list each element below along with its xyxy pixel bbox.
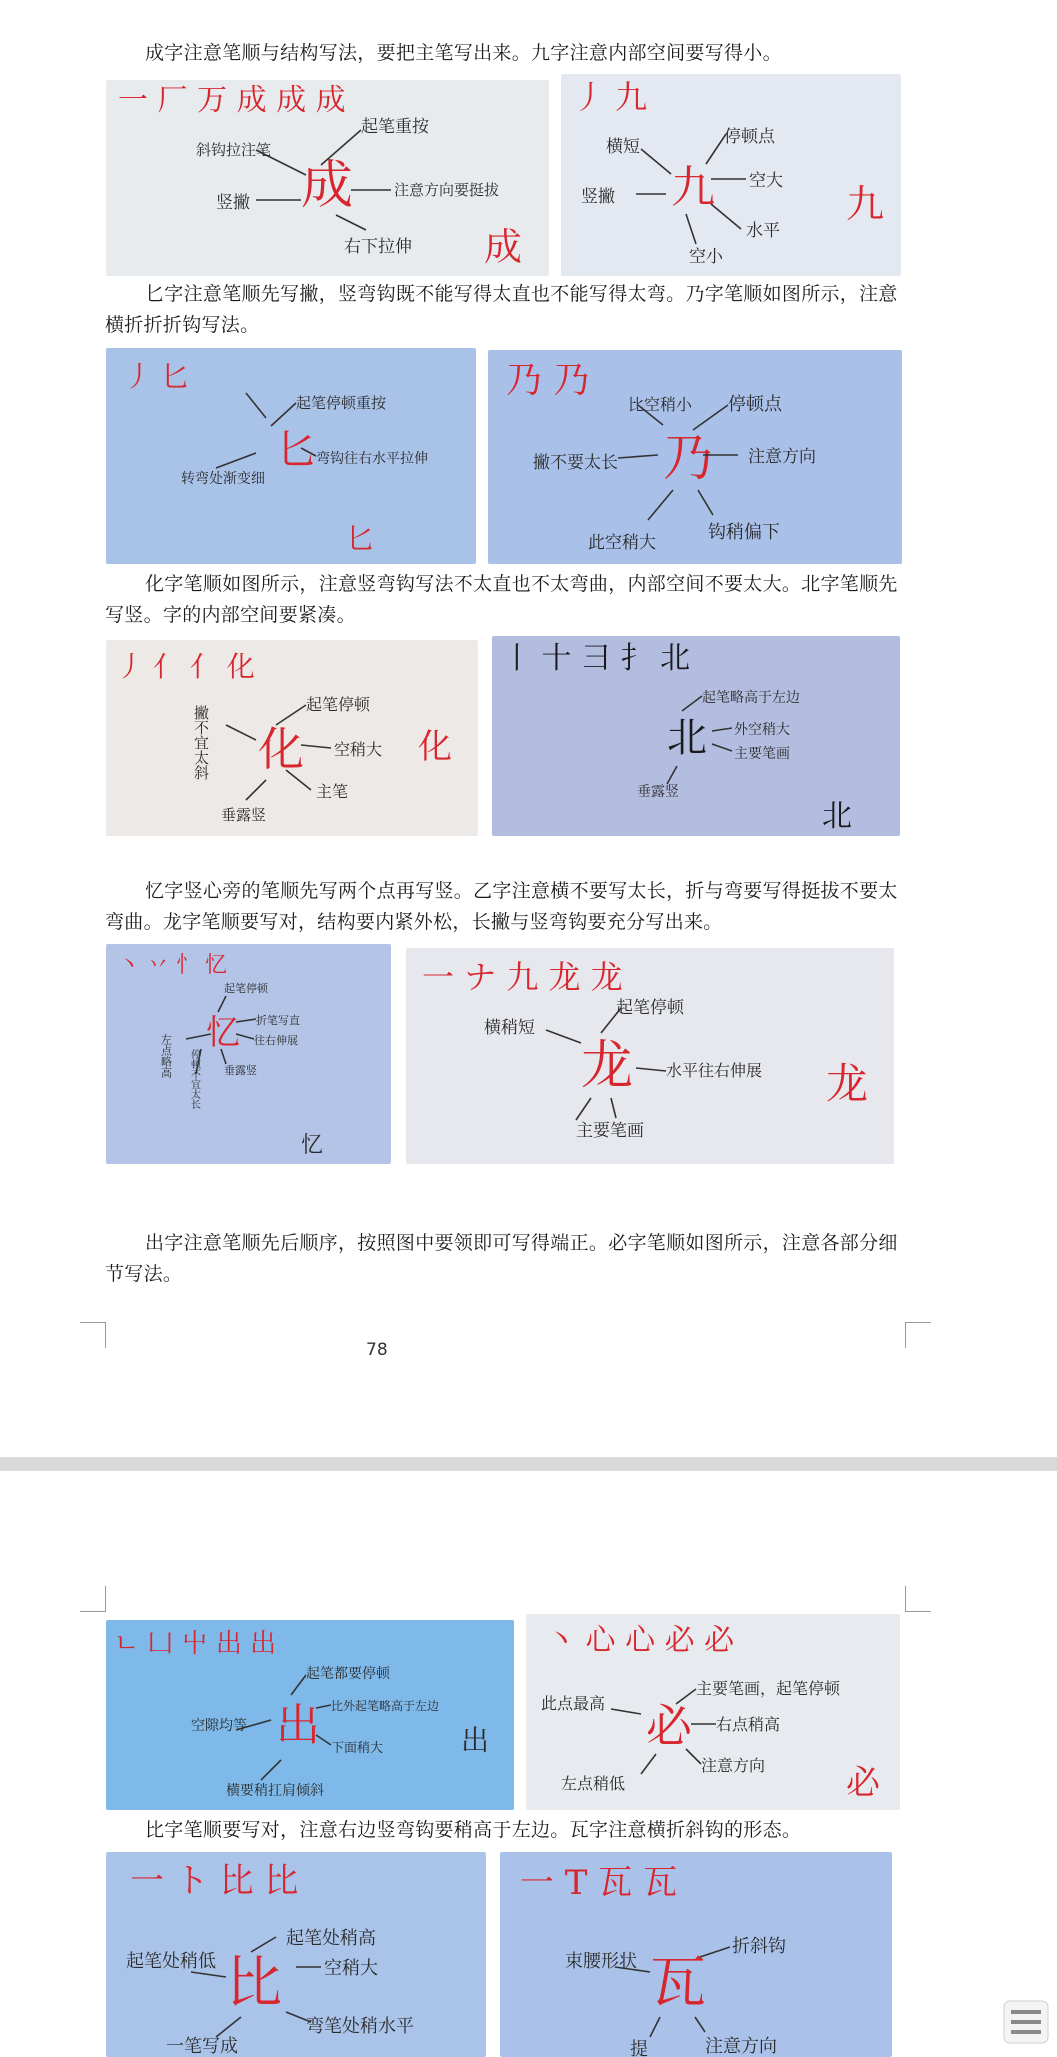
svg-text:右点稍高: 右点稍高: [716, 1715, 781, 1734]
photo-yi: [106, 944, 391, 1164]
svg-text:往右伸展: 往右伸展: [254, 1034, 298, 1047]
grid-view-icon[interactable]: [1003, 2000, 1049, 2044]
svg-text:空隙均等: 空隙均等: [191, 1718, 247, 1734]
photo-bi-compare: [106, 1852, 486, 2057]
photo-bi-dagger: [106, 348, 476, 564]
practice-char: 乃: [663, 429, 713, 487]
svg-text:此空稍大: 此空稍大: [588, 533, 656, 553]
practice-char: 必: [646, 1699, 692, 1753]
page-corner-mark: [80, 1586, 106, 1612]
practice-char: 九: [671, 162, 715, 213]
practice-char: 匕: [276, 427, 316, 473]
svg-text:此点最高: 此点最高: [541, 1694, 606, 1713]
svg-text:注意方向: 注意方向: [705, 2036, 777, 2057]
svg-text:水平: 水平: [746, 221, 780, 241]
svg-text:停顿点: 停顿点: [724, 127, 775, 147]
photo-nai: [488, 350, 902, 564]
svg-text:撇不宜太斜: 撇不宜太斜: [192, 705, 210, 780]
sample-char: 出: [461, 1724, 490, 1757]
svg-text:撇不要太长: 撇不要太长: [533, 453, 618, 473]
svg-text:起笔处稍高: 起笔处稍高: [286, 1928, 376, 1949]
stroke-order: ㄴ 凵 屮 出 出: [114, 1629, 277, 1659]
svg-text:水平往右伸展: 水平往右伸展: [666, 1061, 763, 1080]
svg-text:空小: 空小: [689, 247, 723, 267]
photo-wa: [500, 1852, 892, 2057]
sample-char: 化: [418, 727, 452, 767]
svg-text:钩稍偏下: 钩稍偏下: [708, 522, 780, 543]
sample-char: 匕: [346, 522, 375, 555]
svg-text:左点稍低: 左点稍低: [561, 1774, 626, 1793]
svg-text:横要稍扛肩倾斜: 横要稍扛肩倾斜: [226, 1783, 324, 1799]
stroke-order: 一 ナ 九 龙 龙: [422, 958, 623, 996]
svg-text:空大: 空大: [749, 171, 783, 191]
page-separator: [0, 1457, 1057, 1471]
svg-text:垂露竖: 垂露竖: [221, 806, 267, 824]
svg-text:横短: 横短: [606, 137, 640, 157]
sample-char: 成: [484, 225, 523, 269]
practice-char: 北: [667, 715, 707, 761]
page-corner-mark: [905, 1586, 931, 1612]
page-number: 78: [366, 1340, 388, 1360]
svg-text:弯笔处稍水平: 弯笔处稍水平: [306, 2016, 414, 2037]
paragraph-2: 匕字注意笔顺先写撇，竖弯钩既不能写得太直也不能写得太弯。乃字笔顺如图所示，注意横折折折钩写法。: [105, 283, 898, 336]
photo-hua: [106, 640, 478, 836]
stroke-order: 丶 丷 忄 忆: [118, 953, 227, 978]
paragraph-3: 化字笔顺如图所示，注意竖弯钩写法不太直也不太弯曲，内部空间不要太大。北字笔顺先写竖。字的内部空间要紧凑。: [105, 573, 898, 626]
stroke-order: 一 T 瓦 瓦: [520, 1863, 678, 1903]
paragraph-6: 比字笔顺要写对，注意右边竖弯钩要稍高于左边。瓦字注意横折斜钩的形态。: [145, 1819, 802, 1841]
svg-text:斜钩拉注笔: 斜钩拉注笔: [196, 141, 272, 159]
photo-chu: [106, 1620, 514, 1810]
stroke-order: 一 ト 比 比: [130, 1861, 299, 1901]
practice-char: 化: [258, 722, 304, 776]
page-corner-mark: [80, 1322, 106, 1348]
svg-text:外空稍大: 外空稍大: [734, 722, 790, 738]
stroke-order: 乃 乃: [506, 360, 590, 401]
practice-char: 成: [301, 156, 354, 216]
photo-bei: [492, 636, 900, 836]
practice-char: 龙: [581, 1036, 634, 1096]
sample-char: 必: [846, 1763, 880, 1803]
sample-char: 忆: [301, 1133, 324, 1158]
stroke-order: 丶 心 心 必 必: [546, 1623, 735, 1658]
photo-cheng: [106, 80, 549, 276]
svg-text:停顿点: 停顿点: [728, 394, 782, 415]
svg-text:起笔停顿: 起笔停顿: [306, 695, 371, 714]
svg-text:主笔: 主笔: [316, 782, 349, 801]
stroke-order: 丿 亻 亻 化: [116, 650, 255, 683]
paragraph-5: 出字注意笔顺先后顺序，按照图中要领即可写得端正。必字笔顺如图所示，注意各部分细节写法。: [105, 1232, 898, 1285]
svg-text:竖撇: 竖撇: [216, 193, 250, 213]
photo-bi-must: [526, 1614, 900, 1810]
practice-char: 比: [226, 1951, 282, 2016]
svg-text:弯钩往右水平拉伸: 弯钩往右水平拉伸: [316, 451, 428, 467]
svg-text:折笔写直: 折笔写直: [256, 1014, 300, 1027]
paragraph-4: 忆字竖心旁的笔顺先写两个点再写竖。乙字注意横不要写太长，折与弯要写得挺拔不要太弯曲。龙字笔顺要写对，结构要内紧外松，长撇与竖弯钩要充分写出来。: [105, 880, 898, 933]
photo-jiu: [561, 74, 901, 276]
photo-long: [406, 948, 894, 1164]
practice-char: 瓦: [650, 1951, 706, 2016]
svg-text:转弯处渐变细: 转弯处渐变细: [181, 471, 265, 487]
svg-text:比外起笔略高于左边: 比外起笔略高于左边: [331, 1699, 440, 1713]
svg-text:起笔都要停顿: 起笔都要停顿: [306, 1666, 390, 1682]
svg-text:空稍大: 空稍大: [334, 740, 383, 759]
page-corner-mark: [905, 1322, 931, 1348]
sample-char: 北: [822, 799, 852, 834]
svg-text:垂露竖: 垂露竖: [224, 1064, 257, 1077]
svg-text:主要笔画: 主要笔画: [576, 1121, 644, 1141]
svg-text:束腰形状: 束腰形状: [565, 1951, 637, 1972]
svg-text:提: 提: [630, 2039, 648, 2057]
svg-text:起笔停顿: 起笔停顿: [224, 982, 268, 995]
svg-text:注意方向: 注意方向: [701, 1756, 766, 1775]
svg-text:左点略高: 左点略高: [159, 1034, 173, 1078]
svg-text:右下拉伸: 右下拉伸: [344, 237, 412, 257]
paragraph-1: 成字注意笔顺与结构写法，要把主笔写出来。九字注意内部空间要写得小。: [145, 42, 782, 64]
svg-text:注意方向要挺拔: 注意方向要挺拔: [394, 181, 500, 199]
stroke-order: 丿 九: [573, 78, 648, 116]
svg-text:一笔写成: 一笔写成: [166, 2036, 238, 2057]
svg-text:起笔停顿: 起笔停顿: [616, 998, 684, 1018]
practice-char: 出: [276, 1700, 320, 1751]
sample-char: 龙: [826, 1059, 869, 1108]
svg-text:空稍大: 空稍大: [324, 1958, 378, 1979]
stroke-order: 丨 十 彐 扌 北: [502, 641, 691, 676]
svg-text:比空稍小: 比空稍小: [628, 395, 693, 414]
svg-text:主要笔画，起笔停顿: 主要笔画，起笔停顿: [696, 1679, 841, 1698]
practice-char: 忆: [206, 1013, 240, 1053]
svg-text:折斜钩: 折斜钩: [732, 1936, 786, 1957]
svg-text:起笔重按: 起笔重按: [361, 117, 429, 137]
sample-char: 九: [846, 182, 885, 226]
svg-text:停顿不宜太长: 停顿不宜太长: [188, 1049, 200, 1109]
svg-text:注意方向: 注意方向: [748, 447, 816, 467]
svg-text:主要笔画: 主要笔画: [734, 746, 790, 762]
svg-text:垂露竖: 垂露竖: [637, 784, 679, 800]
svg-text:起笔处稍低: 起笔处稍低: [126, 1951, 216, 1972]
svg-text:起笔略高于左边: 起笔略高于左边: [702, 690, 800, 706]
stroke-order: 丿 匕: [124, 360, 189, 393]
svg-text:下面稍大: 下面稍大: [331, 1741, 384, 1756]
svg-text:起笔停顿重按: 起笔停顿重按: [296, 394, 387, 412]
svg-text:横稍短: 横稍短: [484, 1018, 535, 1038]
stroke-order: 一 厂 万 成 成 成: [118, 83, 346, 118]
svg-text:竖撇: 竖撇: [581, 187, 615, 207]
